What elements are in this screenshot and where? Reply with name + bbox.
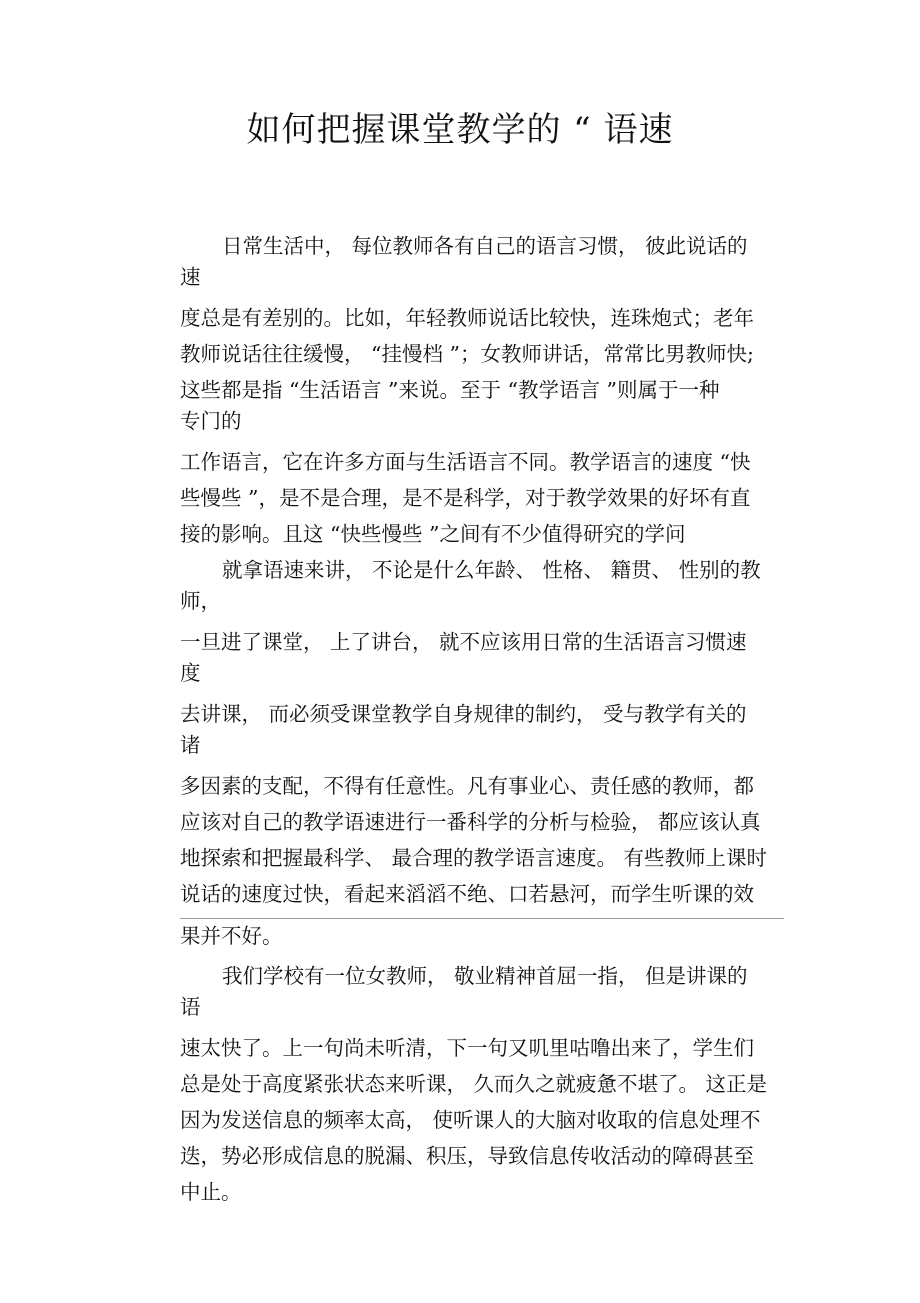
paragraph-1-line-5 [180,372,790,434]
text-line: 日常生活中， 每位教师各有自己的语言习惯， 彼此说话的 [222,234,748,258]
paragraph-2-line-3 [180,624,790,686]
paragraph-1-line-8: 些慢些 ”，是不是合理，是不是科学，对于教学效果的好坏有直 [180,486,751,510]
paragraph-2-line-7: 多因素的支配，不得有任意性。凡有事业心、责任感的教师，都 [180,774,754,798]
paragraph-3-line-3: 速太快了。上一句尚未听清，下一句又叽里咕噜出来了，学生们 [180,1036,754,1060]
paragraph-2-line-5 [180,696,790,758]
paragraph-3-line-1 [180,958,790,1020]
paragraph-2-line-8: 应该对自己的教学语速进行一番科学的分析与检验， 都应该认真 [180,810,761,834]
paragraph-3-line-6: 迭，势必形成信息的脱漏、积压，导致信息传收活动的障碍甚至 [180,1144,754,1168]
document-title: 如何把握课堂教学的 “ 语速 [246,110,674,150]
text-line: 去讲课， 而必须受课堂教学自身规律的制约， 受与教学有关的 [180,702,747,726]
paragraph-1-line-9: 接的影响。且这 “快些慢些 ”之间有不少值得研究的学问 [180,522,686,546]
paragraph-3-line-5: 因为发送信息的频率太高， 使听课人的大脑对收取的信息处理不 [180,1108,761,1132]
paragraph-1-line-7: 工作语言，它在许多方面与生活语言不同。教学语言的速度 “快 [180,450,751,474]
text-line-wrap: 专门的 [180,409,242,433]
text-line: 一旦进了课堂， 上了讲台， 就不应该用日常的生活语言习惯速 [180,630,747,654]
paragraph-1-line-4: 教师说话往往缓慢， “挂慢档 ”；女教师讲话，常常比男教师快; [180,342,754,366]
text-line-wrap: 诸 [180,733,201,757]
document-body [180,228,790,1210]
text-line-wrap: 师， [180,589,221,613]
paragraph-3-line-4: 总是处于高度紧张状态来听课， 久而久之就疲惫不堪了。 这正是 [180,1072,768,1096]
paragraph-2-line-10: 说话的速度过快，看起来滔滔不绝、口若悬河，而学生听课的效 [180,882,754,906]
paragraph-2-line-11: 果并不好。 [180,924,283,948]
text-line: 这些都是指 “生活语言 ”来说。至于 “教学语言 ”则属于一种 [180,378,720,402]
paragraph-2-line-1 [180,552,790,614]
paragraph-2-line-9: 地探索和把握最科学、 最合理的教学语言速度。 有些教师上课时 [180,846,768,870]
paragraph-1-line-1 [180,228,790,290]
text-line: 我们学校有一位女教师， 敬业精神首屈一指， 但是讲课的 [222,964,748,988]
paragraph-1-line-3: 度总是有差别的。比如，年轻教师说话比较快，连珠炮式；老年 [180,306,754,330]
text-line-wrap: 语 [180,995,201,1019]
text-line-wrap: 度 [180,661,201,685]
text-line: 就拿语速来讲， 不论是什么年龄、 性格、 籍贯、 性别的教 [222,558,761,582]
paragraph-3-line-7: 中止。 [180,1180,242,1204]
page-divider-line [180,918,784,919]
text-line-wrap: 速 [180,265,201,289]
